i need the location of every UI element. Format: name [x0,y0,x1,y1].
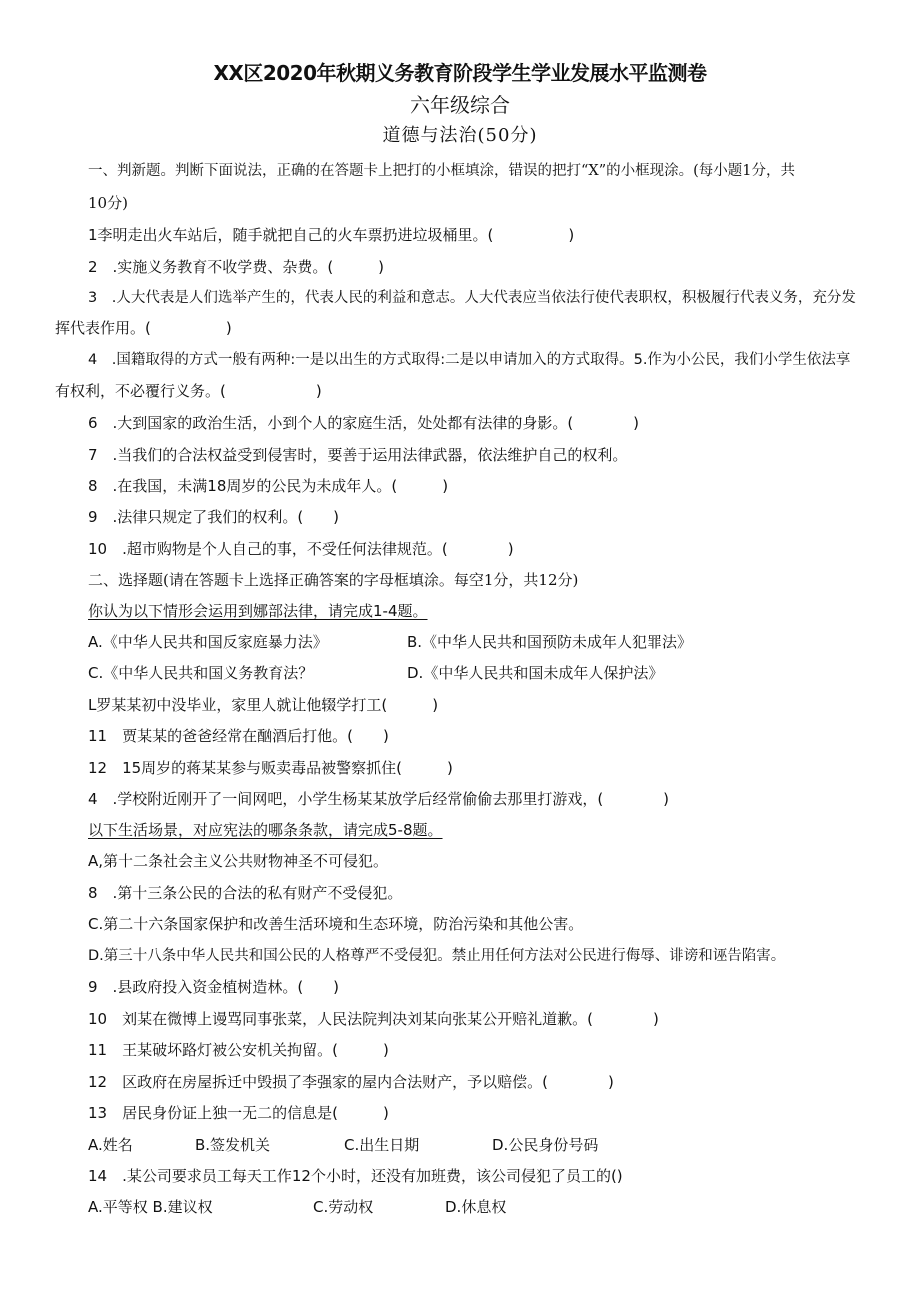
section1-heading: 一、判新题。判断下面说法，正确的在答题卡上把打的小框填涂，错误的把打“X”的小框现涂。(每小题1分，共 [88,163,796,179]
choice-item: 11 贾某某的爸爸经常在酗酒后打他。( ) [88,727,389,745]
choice-item: 4 .学校附近刚开了一间网吧，小学生杨某某放学后经常偷偷去那里打游戏，( ) [88,790,670,808]
constitution-option: D.第三十八条中华人民共和国公民的人格尊严不受侵犯。禁止用任何方法对公民进行侮辱、诽谤和诬告陷害。 [88,948,786,964]
choice-item: L罗某某初中没毕业，家里人就让他辍学打工( ) [88,696,439,714]
constitution-option: C.第二十六条国家保护和改善生活环境和生态环境，防治污染和其他公害。 [88,915,584,933]
judge-item: 6 .大到国家的政治生活，小到个人的家庭生活，处处都有法律的身影。( ) [88,414,640,432]
group1-instruction: 你认为以下情形会运用到娜部法律，请完成1-4题。 [88,602,428,620]
subject-heading: 道德与法治(50分) [382,125,538,146]
section2-heading: 二、选择题(请在答题卡上选择正确答案的字母框填涂。每空1分，共12分) [88,571,579,589]
q13-option-b: B.签发机关 [195,1136,271,1154]
option-b: B.《中华人民共和国预防未成年人犯罪法》 [407,633,693,651]
judge-item-cont: 挥代表作用。( ) [55,319,232,337]
q13-option-c: C.出生日期 [344,1136,420,1154]
choice-item: 12 15周岁的蒋某某参与贩卖毒品被警察抓住( ) [88,759,453,777]
choice-item: 9 .县政府投入资金植树造林。( ) [88,978,340,996]
judge-item: 1李明走出火车站后，随手就把自己的火车票扔进垃圾桶里。( ) [88,226,575,244]
group2-instruction: 以下生活场景，对应宪法的哪条条款，请完成5-8题。 [88,821,443,839]
section1-heading-cont: 10分) [88,194,128,212]
choice-item: 12 区政府在房屋拆迁中毁损了李强家的屋内合法财产，予以赔偿。( ) [88,1073,614,1091]
constitution-option: A,第十二条社会主义公共财物神圣不可侵犯。 [88,852,389,870]
option-d: D.《中华人民共和国未成年人保护法》 [407,664,664,682]
judge-item: 4 .国籍取得的方式一般有两种:一是以出生的方式取得:二是以申请加入的方式取得。5.作为小公民，我们小学生依法享 [88,352,851,368]
exam-subtitle: 六年级综合 [410,93,510,117]
judge-item: 3 .人大代表是人们选举产生的，代表人民的利益和意志。人大代表应当依法行使代表职权，积极履行代表义务，充分发 [88,290,856,306]
choice-item: 11 王某破坏路灯被公安机关拘留。( ) [88,1041,389,1059]
choice-item: 10 刘某在微博上谩骂同事张菜，人民法院判决刘某向张某公开赔礼道歉。( ) [88,1010,659,1028]
judge-item: 10 .超市购物是个人自己的事，不受任何法律规范。( ) [88,540,514,558]
judge-item: 9 .法律只规定了我们的权利。( ) [88,508,340,526]
exam-title: XX区2020年秋期义务教育阶段学生学业发展水平监测卷 [213,61,707,85]
q14-option-ab: A.平等权 B.建议权 [88,1198,213,1216]
q14-stem: 14 .某公司要求员工每天工作12个小时，还没有加班费，该公司侵犯了员工的() [88,1167,623,1185]
judge-item-cont: 有权利，不必覆行义务。( ) [55,382,322,400]
judge-item: 7 .当我们的合法权益受到侵害时，要善于运用法律武器，依法维护自己的权利。 [88,446,628,464]
option-a: A.《中华人民共和国反家庭暴力法》 [88,633,328,651]
constitution-option: 8 .第十三条公民的合法的私有财产不受侵犯。 [88,884,403,902]
q13-stem: 13 居民身份证上独一无二的信息是( ) [88,1104,389,1122]
option-c: C.《中华人民共和国义务教育法？ [88,664,314,682]
q14-option-d: D.休息权 [445,1198,507,1216]
judge-item: 2 .实施义务教育不收学费、杂费。( ) [88,258,385,276]
q13-option-d: D.公民身份号码 [492,1136,599,1154]
judge-item: 8 .在我国，未满18周岁的公民为未成年人。( ) [88,477,449,495]
q14-option-c: C.劳动权 [313,1198,374,1216]
q13-option-a: A.姓名 [88,1136,133,1154]
